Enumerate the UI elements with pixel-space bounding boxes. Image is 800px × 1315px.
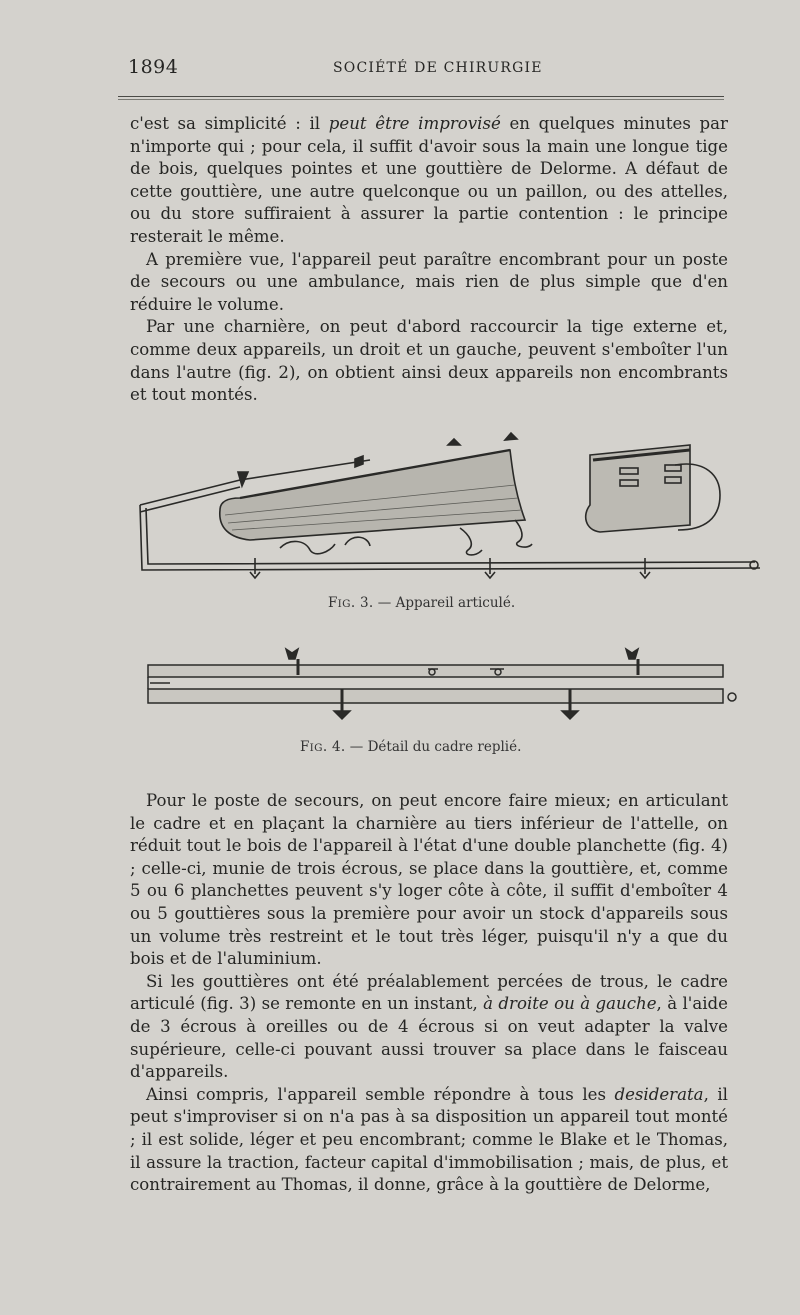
paragraph-simplicity: c'est sa simplicité : il peut être improvisé en quelques minutes par n'importe qui ; pour cela, il suffit d'avoir sous la main une longue tige de bois, quelques pointes et une gouttière de Delorme. A défaut de cette gouttière, une autre quelconque ou un paillon, ou des attelles, ou du store suffiraient à assurer la partie contention : le principe resterait le même. <box>130 114 728 246</box>
text-block-bottom <box>130 790 728 1197</box>
emphasis-droite-gauche: à droite ou à gauche <box>483 994 657 1014</box>
header-rule-secondary <box>118 99 724 100</box>
figure-4-caption: FIG. 4. — Détail du cadre replié. <box>300 739 522 755</box>
figure-3-title: Appareil articulé. <box>395 595 516 611</box>
paragraph-hinge: Par une charnière, on peut d'abord raccourcir la tige externe et, comme deux appareils, un droit et un gauche, peuvent s'emboîter l'un dans l'autre (fig. 2), on obtient ainsi deux appareils non encombrants et tout montés. <box>130 317 728 405</box>
header-rule <box>118 96 724 97</box>
page-header <box>128 56 728 78</box>
emphasis-desiderata: desiderata <box>614 1084 704 1104</box>
figure-4-illustration <box>140 645 740 725</box>
page-number: 1894 <box>128 56 179 78</box>
text-block-top <box>130 113 728 407</box>
paragraph-first-view: A première vue, l'appareil peut paraître encombrant pour un poste de secours ou une ambulance, mais rien de plus simple que d'en réduire le volume. <box>130 249 728 314</box>
figure-3-illustration <box>130 420 760 585</box>
emphasis-improvise: peut être improvisé <box>328 114 501 133</box>
running-head: SOCIÉTÉ DE CHIRURGIE <box>333 60 543 76</box>
figure-4-title: Détail du cadre replié. <box>367 739 522 755</box>
paragraph-perforated-troughs: Si les gouttières ont été préalablement percées de trous, le cadre articulé (fig. 3) se remonte en un instant, à droite ou à gauche, à l'aide de 3 écrous à oreilles ou de 4 écrous si on veut adapter la valve supérieure, celle-ci pouvant aussi trouver sa place dans le faisceau d'appareils. <box>130 971 729 1082</box>
paragraph-conclusion: Ainsi compris, l'appareil semble répondre à tous les desiderata, il peut s'improviser si on n'a pas à sa disposition un appareil tout monté ; il est solide, léger et peu encombrant; comme le Blake et le Thomas, il assure la traction, facteur capital d'immobilisation ; mais, de plus, et contrairement au Thomas, il donne, grâce à la gouttière de Delorme, <box>130 1084 728 1195</box>
paragraph-first-aid-post: Pour le poste de secours, on peut encore faire mieux; en articulant le cadre et en plaçant la charnière au tiers inférieur de l'attelle, on réduit tout le bois de l'appareil à l'état d'une double planchette (fig. 4) ; celle-ci, munie de trois écrous, se place dans la gouttière, et, comme 5 ou 6 planchettes peuvent s'y loger côte à côte, il suffit d'emboîter 4 ou 5 gouttières sous la première pour avoir un stock d'appareils sous un volume très restreint et le tout très léger, puisqu'il n'y a que du bois et de l'aluminium. <box>130 791 728 969</box>
figure-3-caption: FIG. 3. — Appareil articulé. <box>328 595 516 611</box>
